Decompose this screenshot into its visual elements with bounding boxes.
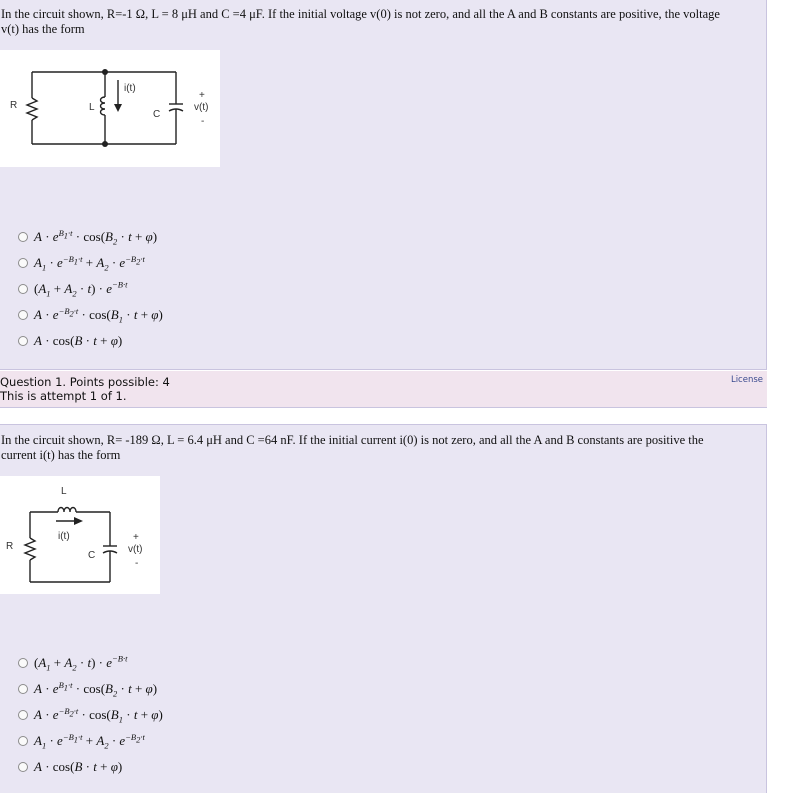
question-panel-2	[0, 424, 767, 793]
voltage-minus-label: -	[135, 558, 139, 569]
capacitor-label: C	[153, 109, 161, 120]
option-formula: $(A_1 + A_2 \cdot t) \cdot e^{-B\cdot t}$	[34, 279, 128, 299]
radio-button[interactable]	[18, 684, 28, 694]
question-panel-1	[0, 0, 767, 370]
question-info-bar	[0, 371, 767, 408]
inductor-label: L	[61, 486, 67, 497]
voltage-plus-label: +	[133, 532, 139, 543]
question-1-text-line1: In the circuit shown, R=-1 Ω, L = 8 μH and C =4 μF. If the initial voltage v(0) is not zero, and all the A and B constants are positive, the voltage	[1, 7, 720, 21]
question-2-text	[1, 433, 756, 463]
radio-button[interactable]	[18, 336, 28, 346]
answer-option[interactable]	[18, 650, 163, 676]
radio-button[interactable]	[18, 284, 28, 294]
answer-option[interactable]	[18, 754, 163, 780]
option-formula: $(A_1 + A_2 \cdot t) \cdot e^{-B\cdot t}$	[34, 653, 128, 673]
circuit-diagram-2	[0, 476, 160, 594]
answer-option[interactable]	[18, 702, 163, 728]
option-formula: $A \cdot e^{-B_2\cdot t} \cdot \cos(B_1 \cdot t + \varphi)$	[34, 705, 163, 725]
radio-button[interactable]	[18, 658, 28, 668]
answer-option[interactable]	[18, 302, 163, 328]
radio-button[interactable]	[18, 232, 28, 242]
question-points-text: Question 1. Points possible: 4	[0, 375, 170, 389]
option-formula: $A \cdot e^{B_1\cdot t} \cdot \cos(B_2 \cdot t + \varphi)$	[34, 227, 158, 247]
question-1-text-line2: v(t) has the form	[1, 22, 85, 36]
current-label: i(t)	[58, 531, 70, 542]
radio-button[interactable]	[18, 762, 28, 772]
answer-option[interactable]	[18, 276, 163, 302]
answer-option[interactable]	[18, 250, 163, 276]
option-formula: $A_1 \cdot e^{-B_1\cdot t} + A_2 \cdot e^{-B_2\cdot t}$	[34, 731, 145, 751]
attempt-text: This is attempt 1 of 1.	[0, 389, 127, 403]
inductor-label: L	[89, 102, 95, 113]
voltage-label: v(t)	[194, 102, 209, 113]
voltage-plus-label: +	[199, 90, 205, 101]
answer-option[interactable]	[18, 676, 163, 702]
answer-option[interactable]	[18, 728, 163, 754]
radio-button[interactable]	[18, 710, 28, 720]
radio-button[interactable]	[18, 310, 28, 320]
option-formula: A · cos(B · t + φ)	[34, 759, 123, 774]
radio-button[interactable]	[18, 736, 28, 746]
answer-options-1	[18, 224, 163, 354]
option-formula: $A \cdot e^{-B_2\cdot t} \cdot \cos(B_1 \cdot t + \varphi)$	[34, 305, 163, 325]
voltage-label: v(t)	[128, 544, 143, 555]
answer-options-2	[18, 650, 163, 780]
capacitor-label: C	[88, 550, 96, 561]
question-2-text-line2: current i(t) has the form	[1, 448, 121, 462]
voltage-minus-label: -	[201, 116, 205, 127]
resistor-label: R	[6, 541, 14, 552]
option-formula: $A \cdot e^{B_1\cdot t} \cdot \cos(B_2 \cdot t + \varphi)$	[34, 679, 158, 699]
license-link[interactable]: License	[730, 375, 763, 385]
question-2-text-line1: In the circuit shown, R= -189 Ω, L = 6.4 μH and C =64 nF. If the initial current i(0) is not zero, and all the A and B constants are positive the	[1, 433, 704, 447]
current-label: i(t)	[124, 83, 136, 94]
radio-button[interactable]	[18, 258, 28, 268]
option-formula: A · cos(B · t + φ)	[34, 333, 123, 348]
answer-option[interactable]	[18, 224, 163, 250]
answer-option[interactable]	[18, 328, 163, 354]
option-formula: $A_1 \cdot e^{-B_1\cdot t} + A_2 \cdot e^{-B_2\cdot t}$	[34, 253, 145, 273]
resistor-label: R	[10, 100, 18, 111]
circuit-diagram-1	[0, 50, 220, 167]
question-1-text	[1, 7, 756, 37]
